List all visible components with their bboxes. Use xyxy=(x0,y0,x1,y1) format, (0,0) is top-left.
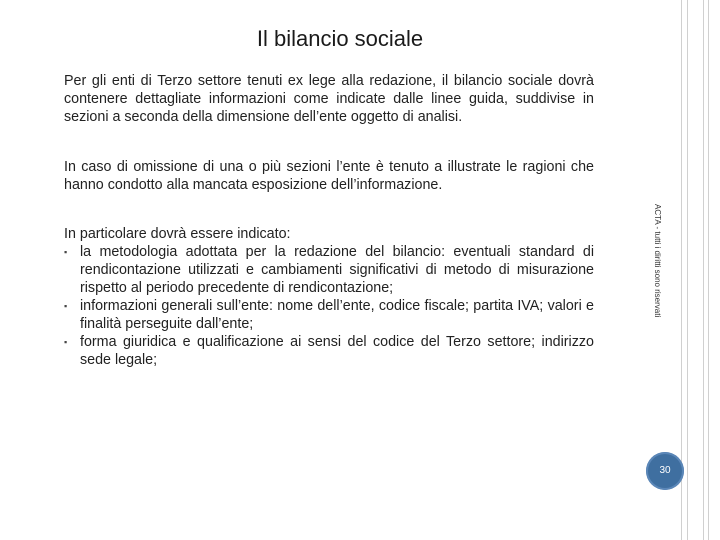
copyright-vertical-text: ACTA - tutti i diritti sono riservati xyxy=(653,204,662,318)
frame-line xyxy=(703,0,704,540)
bullet-icon: ▪ xyxy=(64,247,68,257)
list-item xyxy=(64,333,594,369)
page-number-badge xyxy=(646,452,684,490)
requirements-list xyxy=(64,225,594,369)
list-intro: In particolare dovrà essere indicato: xyxy=(64,226,291,242)
list-item xyxy=(64,297,594,333)
page-number: 30 xyxy=(659,465,671,476)
list-item-text: forma giuridica e qualificazione ai sensi del codice del Terzo settore; indirizzo sede legale; xyxy=(80,334,594,368)
frame-line xyxy=(708,0,709,540)
slide-title: Il bilancio sociale xyxy=(256,26,424,51)
bullet-icon: ▪ xyxy=(64,301,68,311)
list-item-text: la metodologia adottata per la redazione del bilancio: eventuali standard di rendicontazione utilizzati e cambiamenti significativi di metodo di misurazione rispetto al periodo precedente di rendicontazione; xyxy=(80,244,594,296)
list-item xyxy=(64,243,594,297)
intro-paragraph: Per gli enti di Terzo settore tenuti ex lege alla redazione, il bilancio sociale dovrà contenere dettagliate informazioni come indicate dalle linee guida, suddivise in sezioni a seconda della dimensione dell’ente oggetto di analisi. xyxy=(64,73,594,125)
omission-paragraph: In caso di omissione di una o più sezioni l’ente è tenuto a illustrate le ragioni che hanno condotto alla mancata esposizione dell’informazione. xyxy=(64,159,594,193)
bullet-icon: ▪ xyxy=(64,337,68,347)
frame-line xyxy=(687,0,688,540)
list-item-text: informazioni generali sull’ente: nome dell’ente, codice fiscale; partita IVA; valori e finalità perseguite dall’ente; xyxy=(80,298,594,332)
frame-line xyxy=(681,0,682,540)
